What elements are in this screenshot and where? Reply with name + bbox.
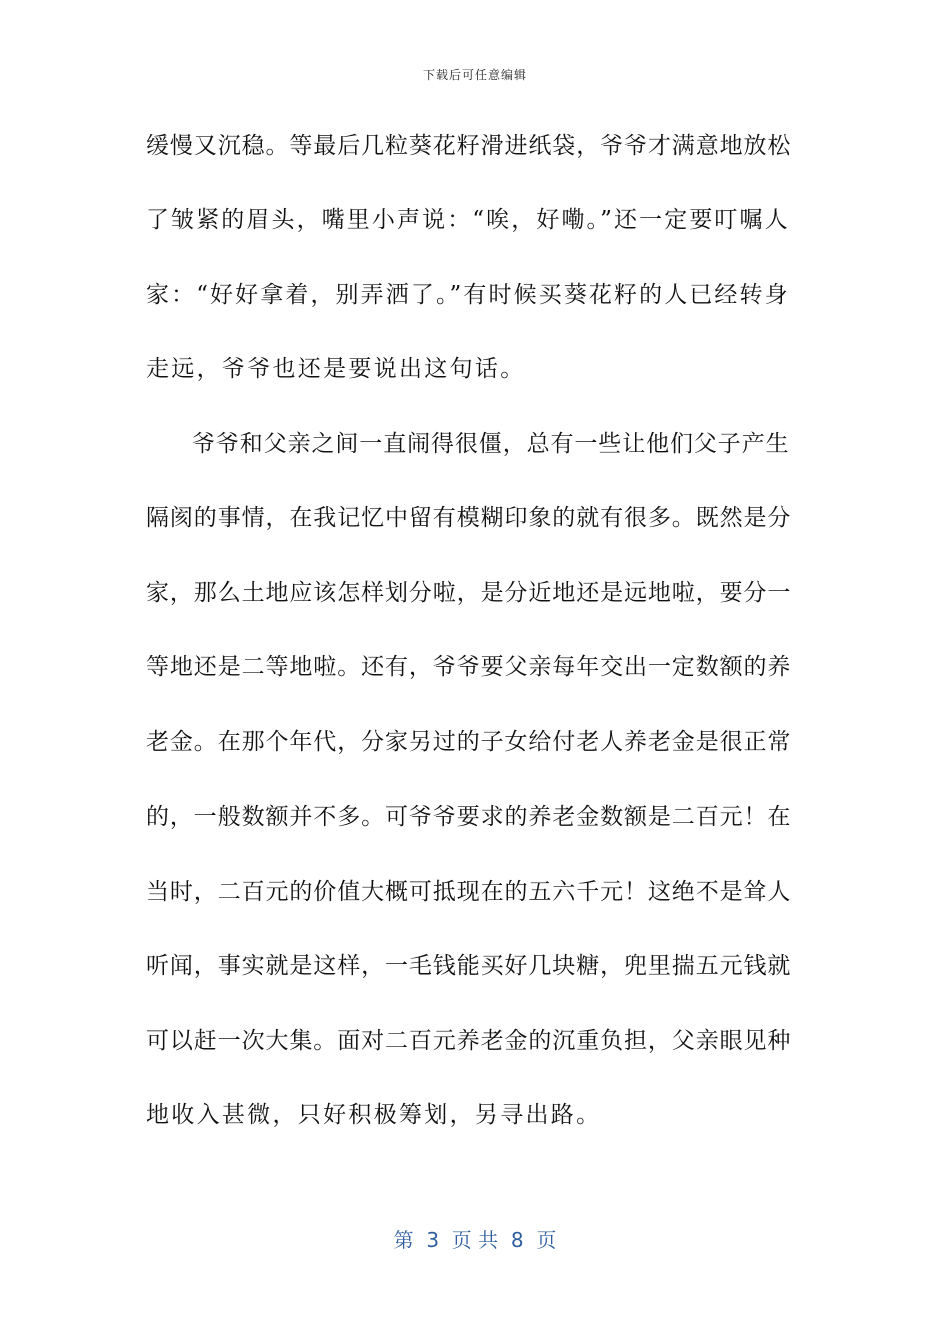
text-line: 等地还是二等地啦。还有，爷爷要父亲每年交出一定数额的养 [146,654,792,680]
text-line: 当时，二百元的价值大概可抵现在的五六千元！这绝不是耸人 [146,879,792,905]
text-line: 隔阂的事情，在我记忆中留有模糊印象的就有很多。既然是分 [146,505,792,531]
text-line: 了皱紧的眉头，嘴里小声说：“唉，好嘞。”还一定要叮嘱人 [146,207,790,233]
text-line: 走远，爷爷也还是要说出这句话。 [146,356,526,382]
text-line: 缓慢又沉稳。等最后几粒葵花籽滑进纸袋，爷爷才满意地放松 [146,133,792,159]
page-number-footer: 第 3 页 共 8 页 [393,1228,557,1252]
paragraph-first-line: 爷爷和父亲之间一直闹得很僵，总有一些让他们父子产生 [192,431,790,457]
text-line: 家：“好好拿着，别弄洒了。”有时候买葵花籽的人已经转身 [146,282,790,308]
text-line: 的，一般数额并不多。可爷爷要求的养老金数额是二百元！在 [146,804,792,830]
text-line: 家，那么土地应该怎样划分啦，是分近地还是远地啦，要分一 [146,580,792,606]
page-header: 下载后可任意编辑 [422,68,527,82]
text-line: 地收入甚微，只好积极筹划，另寻出路。 [146,1102,602,1128]
text-line: 可以赶一次大集。面对二百元养老金的沉重负担，父亲眼见种 [146,1028,792,1054]
text-line: 老金。在那个年代，分家另过的子女给付老人养老金是很正常 [146,729,792,755]
text-line: 听闻，事实就是这样，一毛钱能买好几块糖，兜里揣五元钱就 [146,953,792,979]
